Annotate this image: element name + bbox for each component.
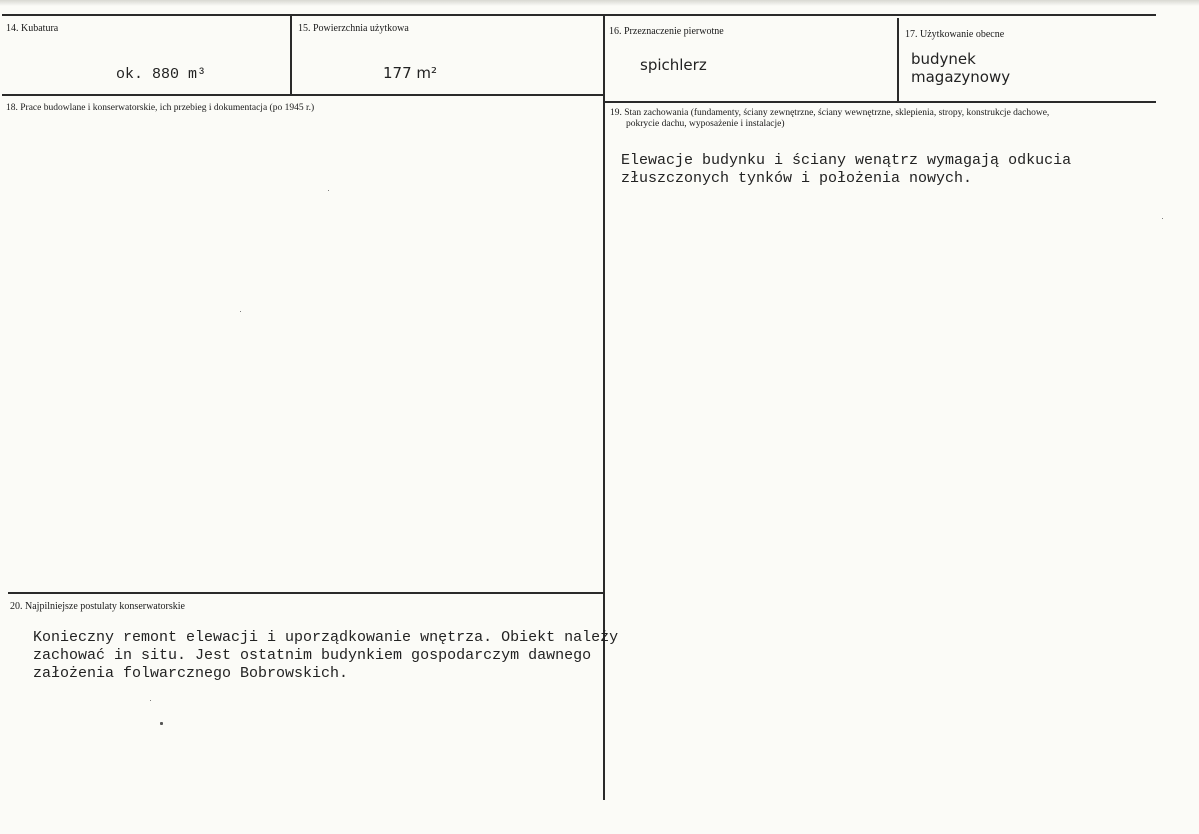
powierzchnia-value: 177 m² bbox=[383, 64, 438, 82]
kubatura-label: 14. Kubatura bbox=[6, 23, 59, 34]
uzytkowanie-value-line1: budynek bbox=[911, 50, 976, 68]
paper-speck bbox=[1162, 218, 1163, 219]
przeznaczenie-label: 16. Przeznaczenie pierwotne bbox=[609, 26, 724, 37]
postulaty-label: 20. Najpilniejsze postulaty konserwatorskie bbox=[10, 601, 185, 612]
rule-col-main bbox=[603, 14, 605, 800]
paper-speck bbox=[150, 700, 151, 701]
rule-row1-right bbox=[604, 101, 1156, 103]
przeznaczenie-value: spichlerz bbox=[640, 56, 707, 74]
prace-label: 18. Prace budowlane i konserwatorskie, ich przebieg i dokumentacja (po 1945 r.) bbox=[6, 103, 315, 113]
rule-col-16-17 bbox=[897, 18, 899, 102]
postulaty-text-line1: Konieczny remont elewacji i uporządkowanie wnętrza. Obiekt należy bbox=[33, 629, 619, 646]
paper-edge bbox=[0, 0, 1199, 6]
stan-text-line2: złuszczonych tynków i położenia nowych. bbox=[621, 170, 973, 187]
uzytkowanie-value-line2: magazynowy bbox=[911, 68, 1011, 86]
stan-text-line1: Elewacje budynku i ściany wenątrz wymagają odkucia bbox=[621, 152, 1072, 169]
uzytkowanie-label: 17. Użytkowanie obecne bbox=[905, 29, 1005, 40]
rule-col-14-15 bbox=[290, 14, 292, 95]
kubatura-value: ok. 880 m³ bbox=[116, 66, 207, 83]
stan-label-line1: 19. Stan zachowania (fundamenty, ściany zewnętrzne, ściany wewnętrzne, sklepienia, stropy, konstrukcje dachowe, bbox=[610, 108, 1050, 118]
paper-speck bbox=[328, 190, 329, 191]
paper-speck bbox=[240, 311, 241, 312]
rule-row1-left bbox=[2, 94, 604, 96]
paper-speck bbox=[160, 722, 163, 725]
stan-label-line2: pokrycie dachu, wyposażenie i instalacje) bbox=[626, 119, 785, 129]
rule-section20 bbox=[8, 592, 604, 594]
rule-top bbox=[2, 14, 1156, 16]
postulaty-text-line2: zachować in situ. Jest ostatnim budynkiem gospodarczym dawnego bbox=[33, 647, 592, 664]
postulaty-text-line3: założenia folwarcznego Bobrowskich. bbox=[33, 665, 349, 682]
powierzchnia-label: 15. Powierzchnia użytkowa bbox=[298, 23, 409, 34]
